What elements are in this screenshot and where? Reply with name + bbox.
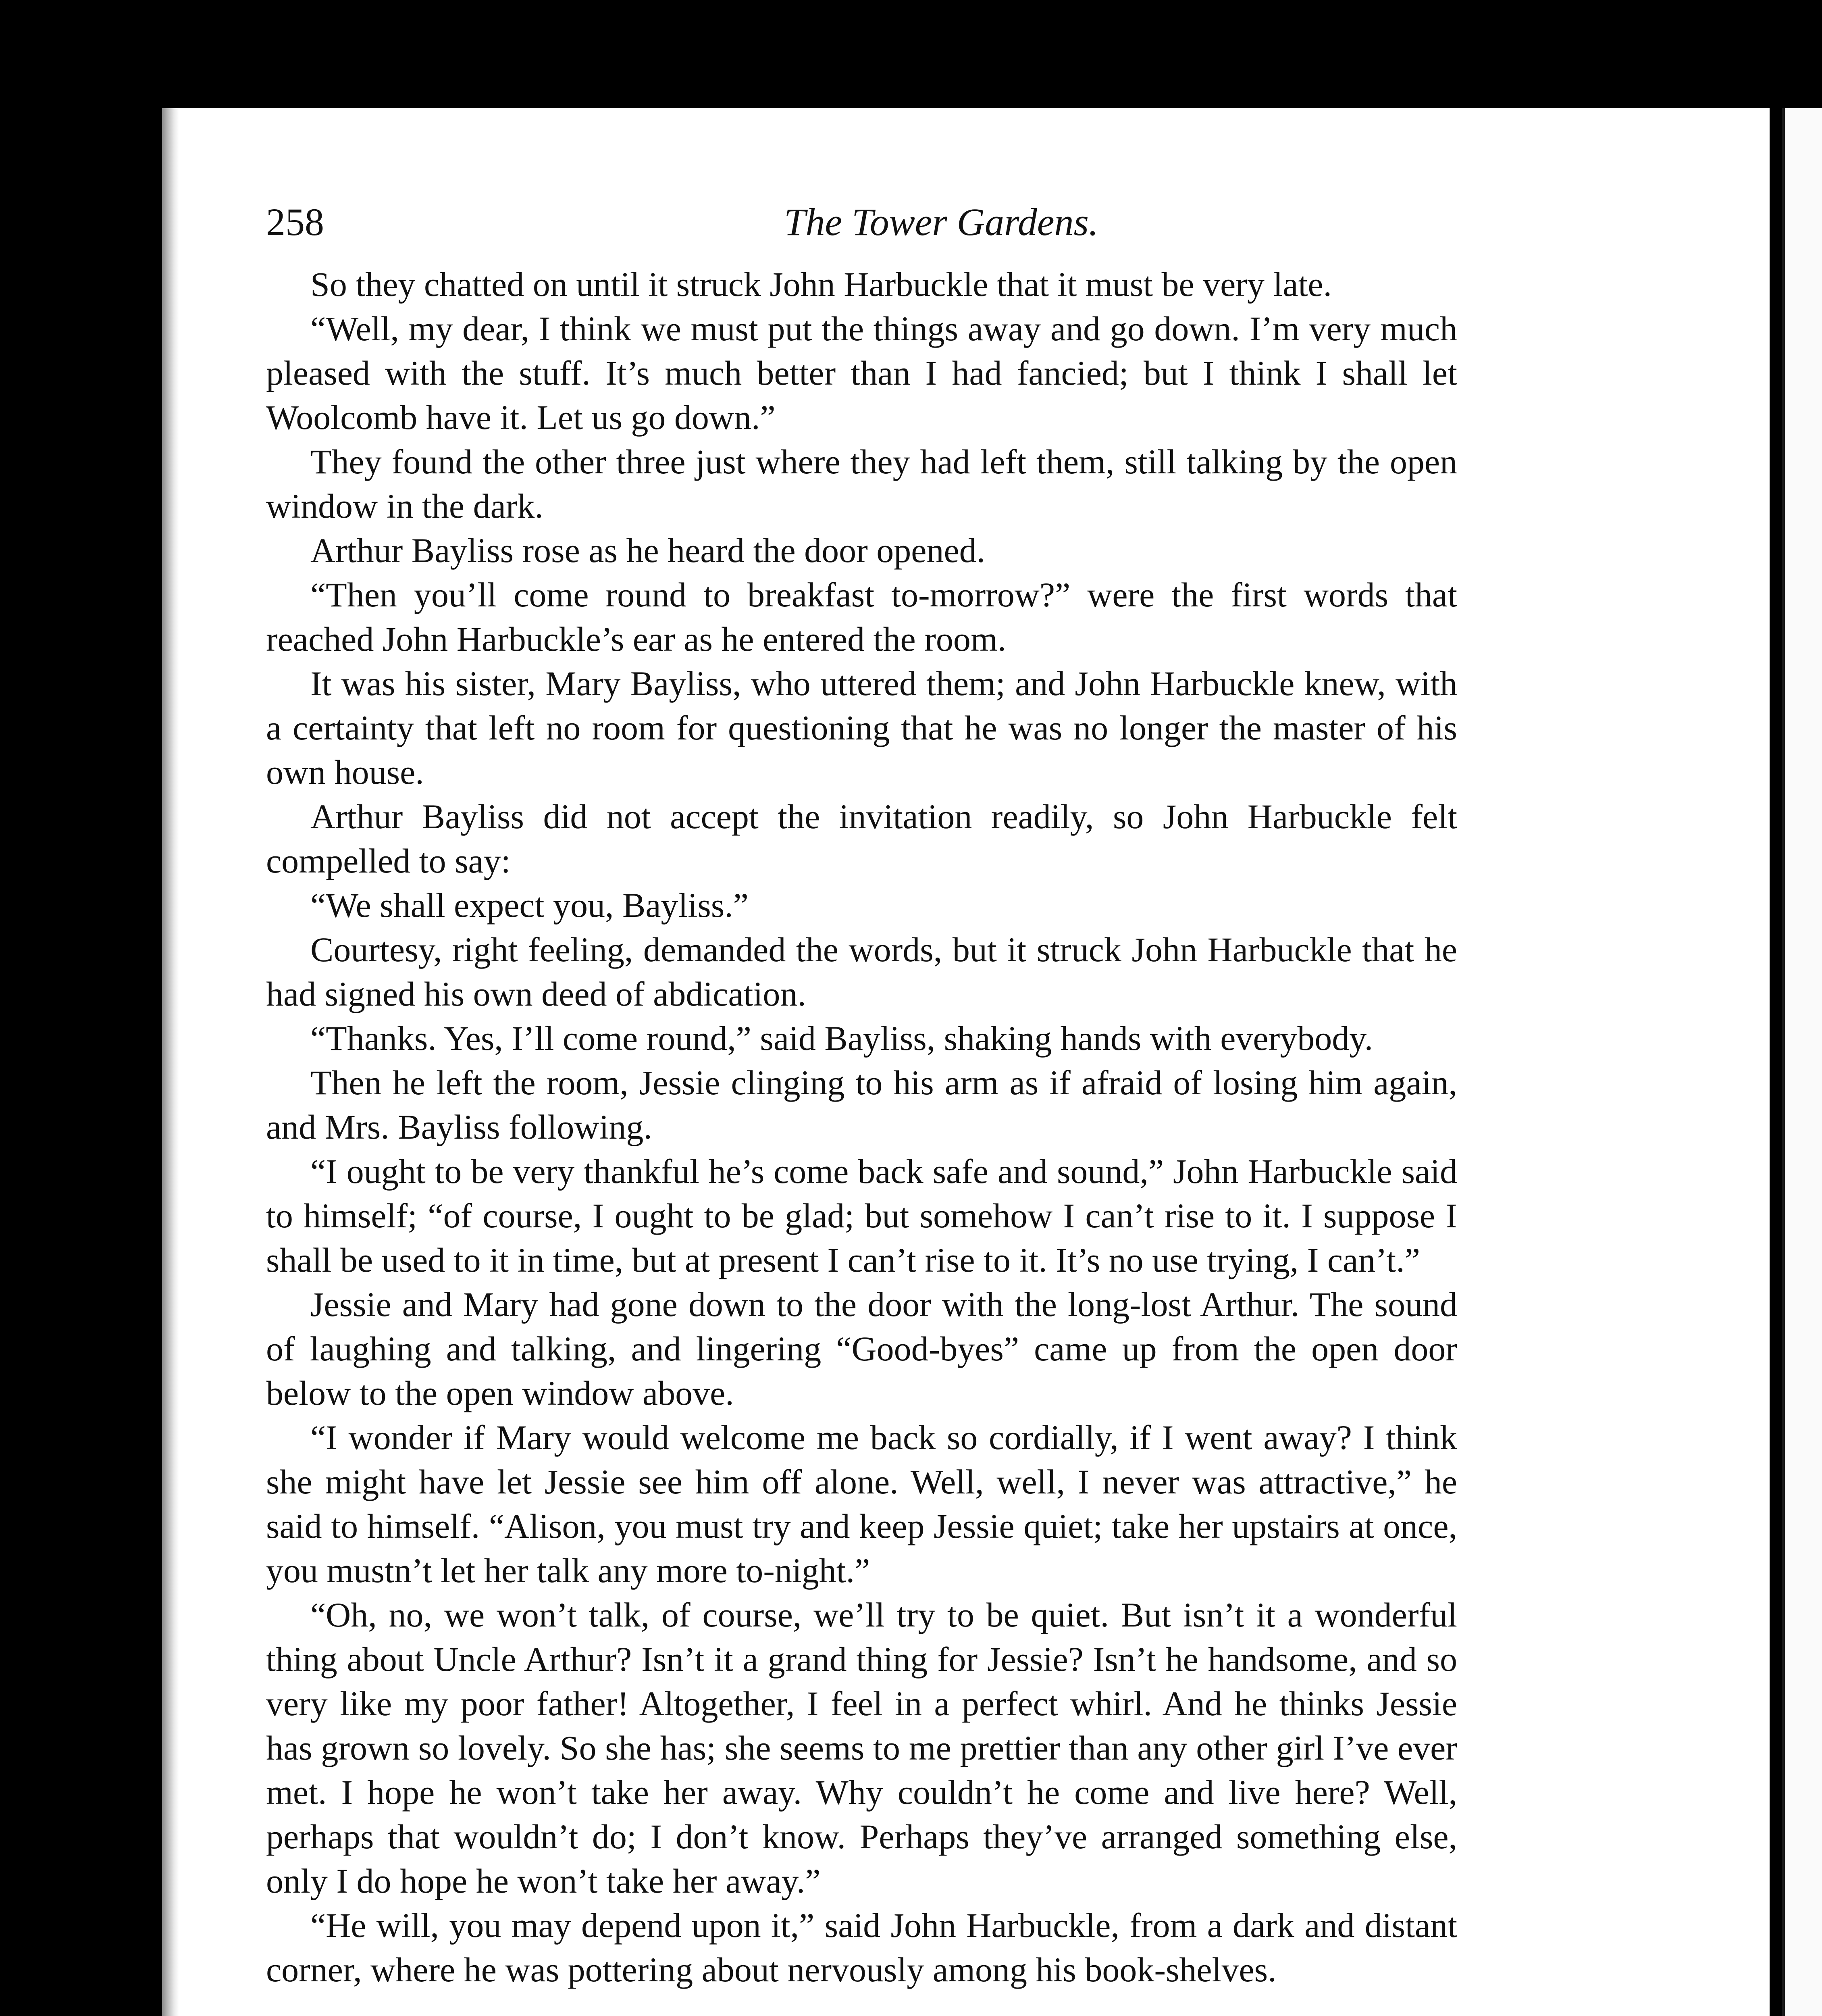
paragraph: “He will, you may depend upon it,” said John Harbuckle, from a dark and distant corner, where he was pottering about nervously among his book-shelves. bbox=[266, 1906, 1457, 1989]
paragraph: “Then you’ll come round to breakfast to-morrow?” were the first words that reached John Harbuckle’s ear as he entered the room. bbox=[266, 575, 1457, 658]
paragraph: “We shall expect you, Bayliss.” bbox=[310, 886, 749, 925]
paragraph: “Oh, no, we won’t talk, of course, we’ll try to be quiet. But isn’t it a wonderful thing about Uncle Arthur? Isn’t it a grand thing for Jessie? Isn’t he handsome, and so very like my poor father! Altogether, I feel in a perfect whirl. And he thinks Jessie has grown so lovely. So she has; she seems to me prettier than any other girl I’ve ever met. I hope he won’t take her away. Why couldn’t he come and live here? Well, perhaps that wouldn’t do; I don’t know. Perhaps they’ve arranged something else, only I do hope he won’t take her away.” bbox=[266, 1595, 1457, 1900]
page-binding-shadow bbox=[162, 108, 179, 2016]
paragraph: They found the other three just where they had left them, still talking by the open window in the dark. bbox=[266, 442, 1457, 525]
page-header bbox=[266, 200, 1616, 264]
running-title: The Tower Gardens. bbox=[784, 200, 1098, 244]
paragraph: Courtesy, right feeling, demanded the words, but it struck John Harbuckle that he had signed his own deed of abdication. bbox=[266, 930, 1457, 1013]
paragraph: “I ought to be very thankful he’s come back safe and sound,” John Harbuckle said to himself; “of course, I ought to be glad; but somehow I can’t rise to it. I suppose I shall be used to it in time, but at present I can’t rise to it. It’s no use trying, I can’t.” bbox=[266, 1152, 1457, 1279]
paragraph: Arthur Bayliss did not accept the invitation readily, so John Harbuckle felt compelled to say: bbox=[266, 797, 1457, 880]
body-text bbox=[266, 262, 1457, 1992]
page-number: 258 bbox=[266, 200, 324, 244]
paragraph: Then he left the room, Jessie clinging to his arm as if afraid of losing him again, and Mrs. Bayliss following. bbox=[266, 1063, 1457, 1146]
adjacent-page-edge bbox=[1782, 108, 1822, 2016]
paragraph: So they chatted on until it struck John Harbuckle that it must be very late. bbox=[310, 265, 1332, 304]
paragraph: “I wonder if Mary would welcome me back so cordially, if I went away? I think she might have let Jessie see him off alone. Well, well, I never was attractive,” he said to himself. “Alison, you must try and keep Jessie quiet; take her upstairs at once, you mustn’t let her talk any more to-night.” bbox=[266, 1418, 1457, 1590]
paragraph: Arthur Bayliss rose as he heard the door opened. bbox=[310, 531, 986, 570]
paragraph: Jessie and Mary had gone down to the door with the long-lost Arthur. The sound of laughing and talking, and lingering “Good-byes” came up from the open door below to the open window above. bbox=[266, 1285, 1457, 1412]
paragraph: It was his sister, Mary Bayliss, who uttered them; and John Harbuckle knew, with a certainty that left no room for questioning that he was no longer the master of his own house. bbox=[266, 664, 1457, 791]
paragraph: “Thanks. Yes, I’ll come round,” said Bayliss, shaking hands with everybody. bbox=[310, 1019, 1373, 1058]
paragraph: “Well, my dear, I think we must put the things away and go down. I’m very much pleased with the stuff. It’s much better than I had fancied; but I think I shall let Woolcomb have it. Let us go down.” bbox=[266, 309, 1457, 437]
